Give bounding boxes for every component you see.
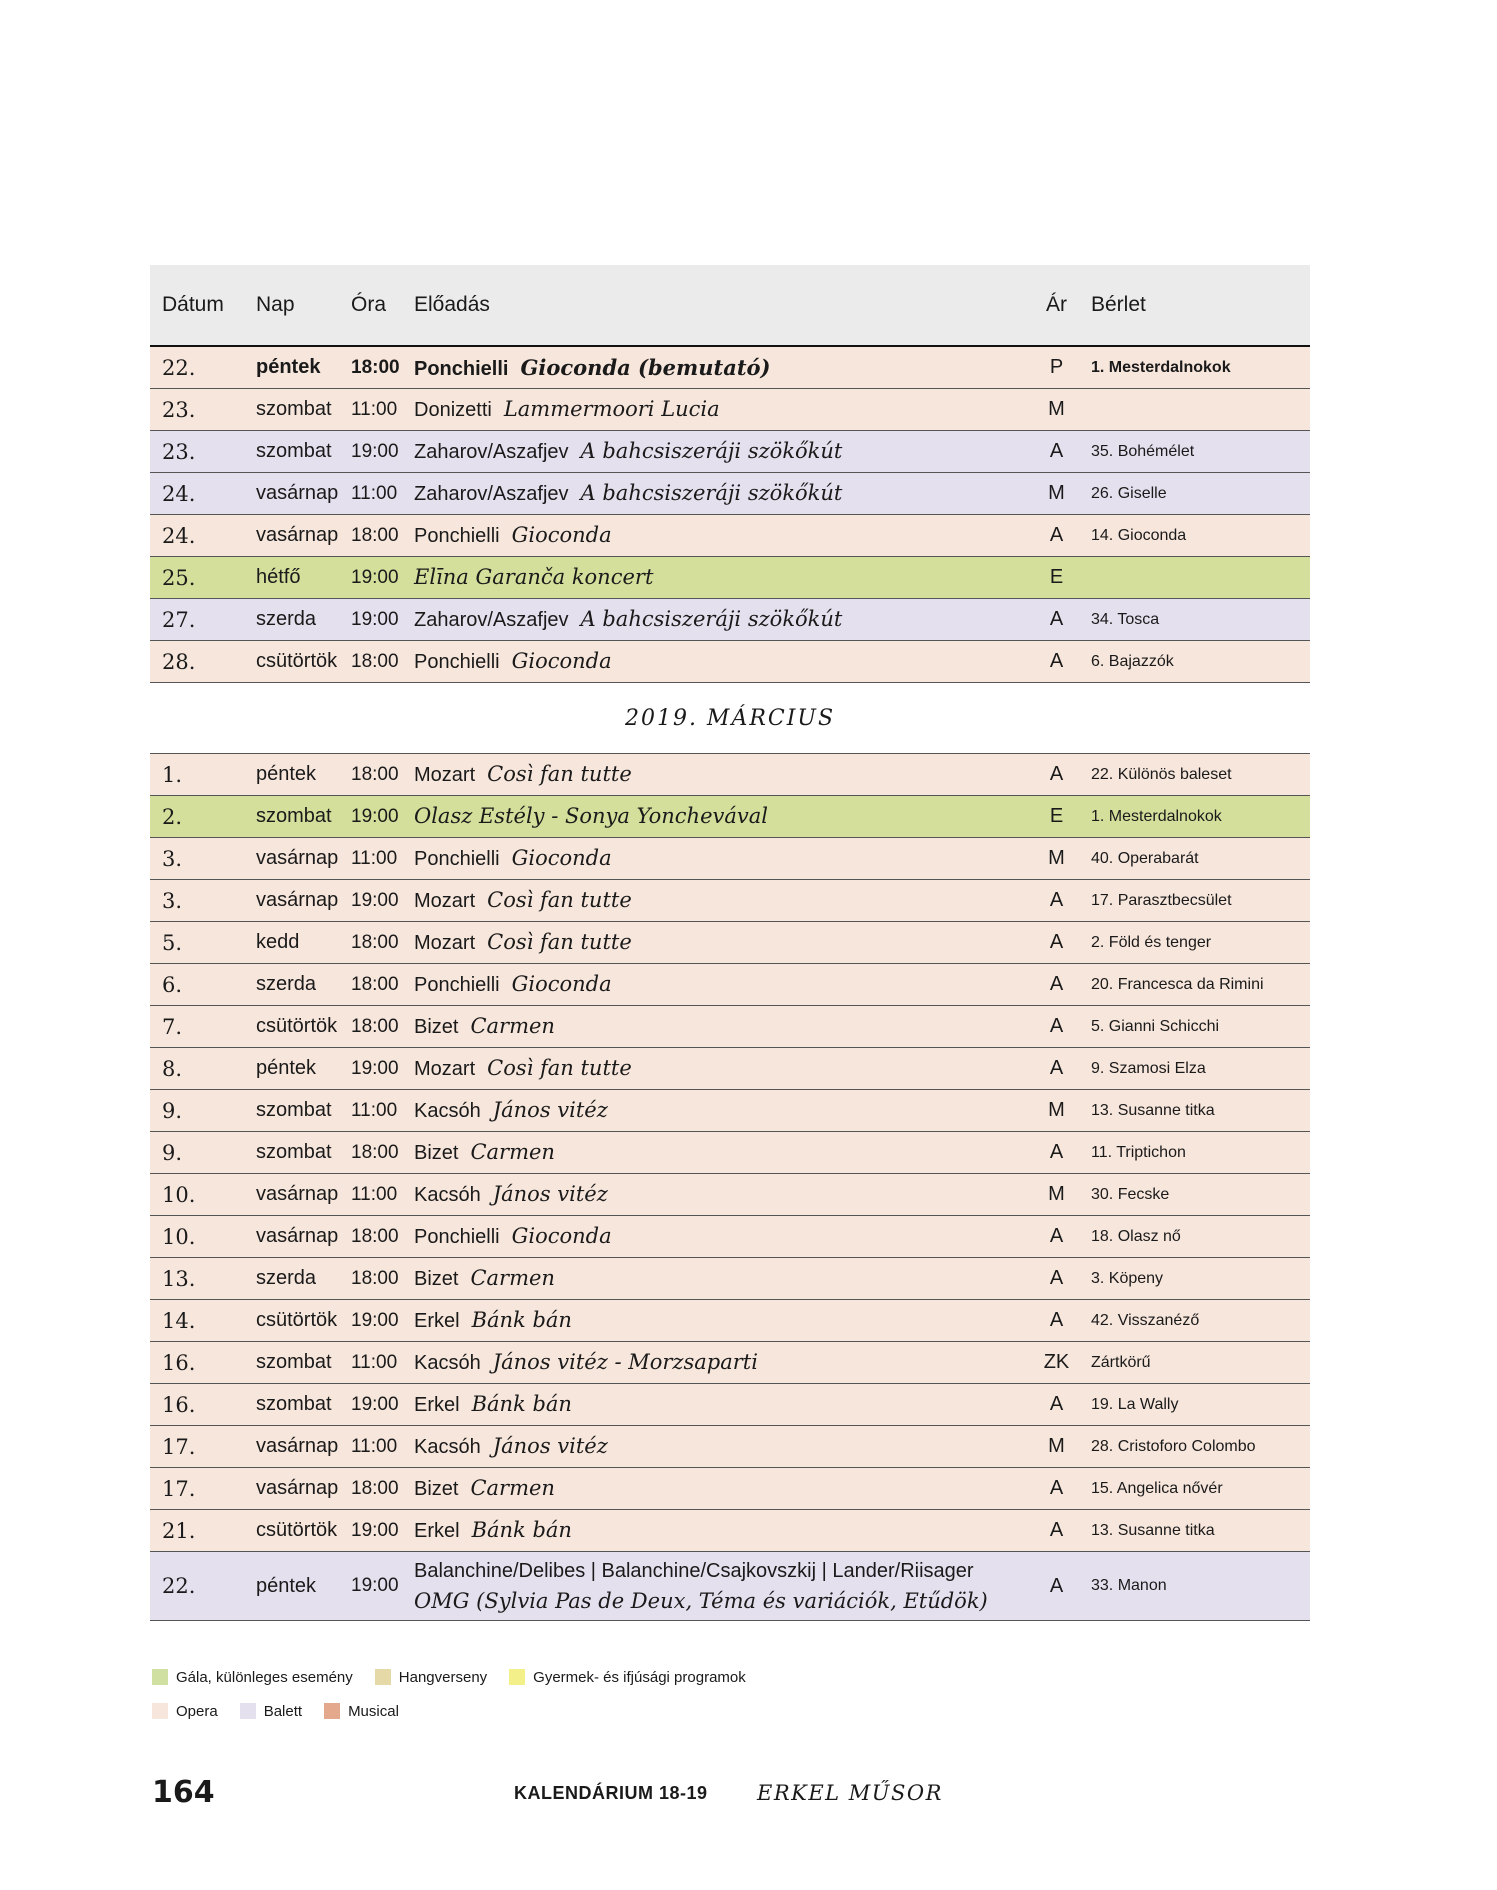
row-performance [414,1182,1034,1207]
row-subscription: 30. Fecske [1091,1185,1170,1203]
row-performance [414,972,1034,997]
row-title: Così fan tutte [487,1056,632,1080]
row-composer: Zaharov/Aszafjev [414,483,569,505]
row-date: 7. [162,1014,183,1039]
row-performance [414,607,1034,632]
row-date: 23. [162,397,196,422]
row-date: 21. [162,1518,196,1543]
row-title: Carmen [470,1140,555,1164]
row-composer: Ponchielli [414,1226,500,1248]
row-composer: Ponchielli [414,525,500,547]
row-performance [414,1308,1034,1333]
table-row [150,1090,1310,1132]
row-day: péntek [256,1574,317,1597]
legend-swatch [152,1703,168,1719]
table-row [150,1300,1310,1342]
legend-label: Balett [263,1702,303,1720]
row-price: A [1049,1015,1064,1037]
row-composer: Zaharov/Aszafjev [414,609,569,631]
legend-item [240,1703,302,1720]
table-row [150,1174,1310,1216]
publication-title: KALENDÁRIUM 18-19 [514,1783,708,1803]
row-composer: Bizet [414,1268,459,1290]
row-day: kedd [256,931,300,953]
row-title: A bahcsiszeráji szökőkút [580,607,843,631]
row-subscription: 6. Bajazzók [1091,652,1174,670]
row-date: 28. [162,649,196,674]
row-time: 11:00 [351,847,398,869]
row-date: 6. [162,972,183,997]
row-time: 18:00 [351,1477,399,1499]
row-performance [414,1098,1034,1123]
table-row [150,964,1310,1006]
row-composer: Balanchine/Delibes | Balanchine/Csajkovszkij | Lander/Riisager [414,1560,974,1582]
row-date: 3. [162,846,183,871]
row-performance [414,804,1034,829]
row-composer: Mozart [414,890,476,912]
row-time: 19:00 [351,1057,399,1079]
row-title: Gioconda [511,1224,612,1248]
row-date: 9. [162,1140,183,1165]
row-title: János vitéz [492,1434,608,1458]
row-date: 10. [162,1182,196,1207]
header-subscription: Bérlet [1091,293,1146,316]
row-composer: Ponchielli [414,974,500,996]
row-date: 16. [162,1392,196,1417]
row-subscription: 13. Susanne titka [1091,1521,1215,1539]
table-row [150,880,1310,922]
row-price: A [1049,524,1064,546]
row-title: Bánk bán [471,1518,572,1542]
row-day: vasárnap [256,847,339,869]
row-price: A [1049,1057,1064,1079]
row-composer: Zaharov/Aszafjev [414,441,569,463]
row-title: Carmen [470,1476,555,1500]
table-header [150,265,1310,347]
row-subscription: Zártkörű [1091,1353,1151,1371]
row-day: vasárnap [256,1225,339,1247]
row-date: 23. [162,439,196,464]
legend-line [152,1694,768,1728]
row-date: 22. [162,1574,196,1598]
table-row [150,796,1310,838]
row-subscription: 35. Bohémélet [1091,442,1195,460]
table-row [150,515,1310,557]
row-price: M [1048,1435,1065,1457]
row-title: János vitéz - Morzsaparti [492,1350,758,1374]
row-date: 17. [162,1476,196,1501]
row-composer: Bizet [414,1142,459,1164]
table-row [150,473,1310,515]
month-title: 2019. MÁRCIUS [150,683,1310,754]
legend-label: Gála, különleges esemény [176,1668,353,1686]
row-subscription: 1. Mesterdalnokok [1091,358,1231,376]
row-title: A bahcsiszeráji szökőkút [580,481,843,505]
row-time: 18:00 [351,1267,399,1289]
row-day: vasárnap [256,524,339,546]
row-date: 1. [162,762,183,787]
row-date: 13. [162,1266,196,1291]
row-time: 18:00 [351,650,399,672]
row-composer: Ponchielli [414,357,509,380]
row-performance [414,523,1034,548]
row-day: hétfő [256,566,301,588]
row-subscription: 33. Manon [1091,1577,1167,1594]
row-time: 18:00 [351,931,399,953]
table-row [150,754,1310,796]
row-subscription: 11. Triptichon [1091,1143,1186,1161]
row-time: 19:00 [351,805,399,827]
row-performance [414,1518,1034,1543]
row-title: Carmen [470,1266,555,1290]
row-composer: Kacsóh [414,1352,481,1374]
table-row [150,1552,1310,1621]
row-subscription: 18. Olasz nő [1091,1227,1181,1245]
legend-item [375,1669,487,1686]
row-subscription: 14. Gioconda [1091,526,1187,544]
legend-label: Musical [348,1702,399,1720]
row-time: 19:00 [351,1575,399,1596]
row-subscription: 2. Föld és tenger [1091,933,1212,951]
row-price: A [1049,1477,1064,1499]
row-day: péntek [256,1057,317,1079]
table-row [150,1006,1310,1048]
row-price: A [1049,973,1064,995]
table-row [150,1258,1310,1300]
row-title: Bánk bán [471,1392,572,1416]
schedule-table [150,265,1310,1621]
page-number: 164 [152,1775,215,1810]
table-row [150,838,1310,880]
section-title: ERKEL MŰSOR [757,1781,943,1805]
row-date: 10. [162,1224,196,1249]
legend-label: Hangverseny [398,1668,488,1686]
legend-label: Gyermek- és ifjúsági programok [533,1668,746,1686]
page-footer [152,1775,1312,1815]
row-date: 17. [162,1434,196,1459]
row-time: 11:00 [351,1099,398,1121]
row-performance [414,355,1034,381]
row-subscription: 40. Operabarát [1091,849,1199,867]
row-price: A [1049,1225,1064,1247]
row-day: szerda [256,973,317,995]
row-date: 27. [162,607,196,632]
legend [152,1660,768,1728]
row-composer: Ponchielli [414,651,500,673]
row-price: A [1049,1574,1064,1597]
header-date: Dátum [162,293,224,316]
row-price: A [1049,763,1064,785]
row-time: 18:00 [351,763,399,785]
row-composer: Bizet [414,1016,459,1038]
table-row [150,1468,1310,1510]
table-row [150,1048,1310,1090]
row-day: csütörtök [256,650,338,672]
row-time: 18:00 [351,1225,399,1247]
row-subscription: 5. Gianni Schicchi [1091,1017,1220,1035]
header-performance: Előadás [414,293,490,316]
row-date: 16. [162,1350,196,1375]
row-performance [414,481,1034,506]
row-subscription: 13. Susanne titka [1091,1101,1215,1119]
row-price: A [1049,931,1064,953]
row-price: A [1049,608,1064,630]
row-price: M [1048,1099,1065,1121]
row-performance [414,439,1034,464]
row-day: szombat [256,1393,332,1415]
row-subscription: 22. Különös baleset [1091,765,1232,783]
row-price: A [1049,650,1064,672]
row-price: P [1049,356,1064,378]
row-title: János vitéz [492,1182,608,1206]
legend-item [152,1669,353,1686]
row-date: 24. [162,481,196,506]
row-date: 5. [162,930,183,955]
row-day: szombat [256,440,332,462]
table-row [150,1342,1310,1384]
row-title: Gioconda [511,972,612,996]
legend-swatch [152,1669,168,1685]
row-title: Gioconda [511,649,612,673]
legend-swatch [240,1703,256,1719]
row-performance [414,930,1034,955]
header-price: Ár [1046,293,1067,316]
row-subscription: 34. Tosca [1091,610,1160,628]
row-title: Bánk bán [471,1308,572,1332]
row-day: szerda [256,1267,317,1289]
row-day: péntek [256,356,321,378]
row-performance [414,762,1034,787]
legend-swatch [509,1669,525,1685]
row-day: vasárnap [256,1435,339,1457]
row-time: 11:00 [351,398,398,420]
row-composer: Bizet [414,1478,459,1500]
row-time: 18:00 [351,524,399,546]
row-title: Olasz Estély - Sonya Yonchevával [414,804,768,828]
row-subscription: 15. Angelica nővér [1091,1479,1223,1497]
row-price: A [1049,1267,1064,1289]
table-row [150,1132,1310,1174]
row-title: Lammermoori Lucia [503,397,720,421]
table-row [150,1384,1310,1426]
row-composer: Mozart [414,764,476,786]
row-day: csütörtök [256,1519,338,1541]
row-subscription: 20. Francesca da Rimini [1091,975,1264,993]
row-subscription: 17. Parasztbecsület [1091,891,1232,909]
row-price: E [1049,805,1064,827]
row-time: 18:00 [351,1141,399,1163]
legend-swatch [324,1703,340,1719]
legend-item [324,1703,399,1720]
row-title: A bahcsiszeráji szökőkút [580,439,843,463]
row-date: 2. [162,804,183,829]
row-price: A [1049,440,1064,462]
row-date: 8. [162,1056,183,1081]
row-subscription: 1. Mesterdalnokok [1091,807,1222,825]
february-rows [150,347,1310,683]
row-title: Elīna Garanča koncert [414,565,654,589]
row-price: ZK [1043,1351,1070,1373]
row-subscription: 26. Giselle [1091,484,1167,502]
row-time: 19:00 [351,608,399,630]
row-composer: Ponchielli [414,848,500,870]
row-time: 19:00 [351,889,399,911]
row-composer: Kacsóh [414,1100,481,1122]
row-day: szombat [256,1099,332,1121]
row-title: Carmen [470,1014,555,1038]
row-time: 11:00 [351,1183,398,1205]
row-time: 11:00 [351,1351,398,1373]
row-price: M [1048,482,1065,504]
march-rows [150,754,1310,1621]
row-title: Così fan tutte [487,762,632,786]
row-date: 14. [162,1308,196,1333]
row-day: vasárnap [256,482,339,504]
table-row [150,431,1310,473]
row-price: M [1048,398,1065,420]
row-subscription: 3. Köpeny [1091,1269,1164,1287]
row-price: A [1049,1393,1064,1415]
table-row [150,641,1310,683]
row-performance [414,1392,1034,1417]
row-subscription: 42. Visszanéző [1091,1311,1200,1329]
row-day: vasárnap [256,889,339,911]
row-price: A [1049,1519,1064,1541]
row-date: 24. [162,523,196,548]
row-date: 25. [162,565,196,590]
row-performance [414,846,1034,871]
table-row [150,599,1310,641]
legend-label: Opera [176,1702,218,1720]
row-price: A [1049,1309,1064,1331]
row-composer: Erkel [414,1310,460,1332]
legend-swatch [375,1669,391,1685]
row-time: 19:00 [351,1393,399,1415]
row-time: 18:00 [351,973,399,995]
table-row [150,347,1310,389]
row-time: 11:00 [351,1435,398,1457]
row-performance [414,888,1034,913]
row-performance [414,1350,1034,1375]
row-date: 3. [162,888,183,913]
row-title: Gioconda [511,523,612,547]
row-composer: Mozart [414,932,476,954]
table-row [150,557,1310,599]
row-time: 18:00 [351,356,400,378]
row-day: szerda [256,608,317,630]
row-performance [414,1556,1034,1616]
row-time: 19:00 [351,1309,399,1331]
row-time: 11:00 [351,482,398,504]
table-row [150,1216,1310,1258]
row-title: János vitéz [492,1098,608,1122]
row-price: E [1049,566,1064,588]
table-row [150,1510,1310,1552]
row-day: szombat [256,805,332,827]
row-price: A [1049,889,1064,911]
row-price: A [1049,1141,1064,1163]
row-day: vasárnap [256,1477,339,1499]
row-composer: Kacsóh [414,1184,481,1206]
row-price: M [1048,1183,1065,1205]
table-row [150,389,1310,431]
header-time: Óra [351,293,387,316]
row-performance [414,1140,1034,1165]
row-day: szombat [256,1141,332,1163]
row-day: csütörtök [256,1015,338,1037]
row-date: 22. [162,355,196,380]
row-title: OMG (Sylvia Pas de Deux, Téma és variációk, Etűdök) [414,1589,988,1613]
row-subscription: 9. Szamosi Elza [1091,1059,1206,1077]
table-row [150,1426,1310,1468]
row-time: 18:00 [351,1015,399,1037]
row-date: 9. [162,1098,183,1123]
table-row [150,922,1310,964]
row-day: szombat [256,1351,332,1373]
row-subscription: 28. Cristoforo Colombo [1091,1437,1256,1455]
row-day: péntek [256,763,317,785]
row-day: csütörtök [256,1309,338,1331]
row-title: Così fan tutte [487,930,632,954]
row-composer: Erkel [414,1520,460,1542]
row-performance [414,649,1034,674]
row-day: szombat [256,398,332,420]
row-composer: Erkel [414,1394,460,1416]
row-performance [414,1434,1034,1459]
row-title: Gioconda (bemutató) [520,354,771,380]
row-time: 19:00 [351,440,399,462]
row-performance [414,1266,1034,1291]
legend-item [152,1703,218,1720]
header-day: Nap [256,293,295,316]
row-time: 19:00 [351,566,399,588]
row-composer: Donizetti [414,399,492,421]
row-time: 19:00 [351,1519,399,1541]
row-performance [414,565,1034,590]
legend-item [509,1669,746,1686]
row-performance [414,1224,1034,1249]
row-day: vasárnap [256,1183,339,1205]
row-performance [414,397,1034,422]
legend-line [152,1660,768,1694]
row-composer: Kacsóh [414,1436,481,1458]
row-performance [414,1476,1034,1501]
row-price: M [1048,847,1065,869]
row-title: Così fan tutte [487,888,632,912]
row-performance [414,1056,1034,1081]
row-performance [414,1014,1034,1039]
row-composer: Mozart [414,1058,476,1080]
row-title: Gioconda [511,846,612,870]
row-subscription: 19. La Wally [1091,1395,1179,1413]
